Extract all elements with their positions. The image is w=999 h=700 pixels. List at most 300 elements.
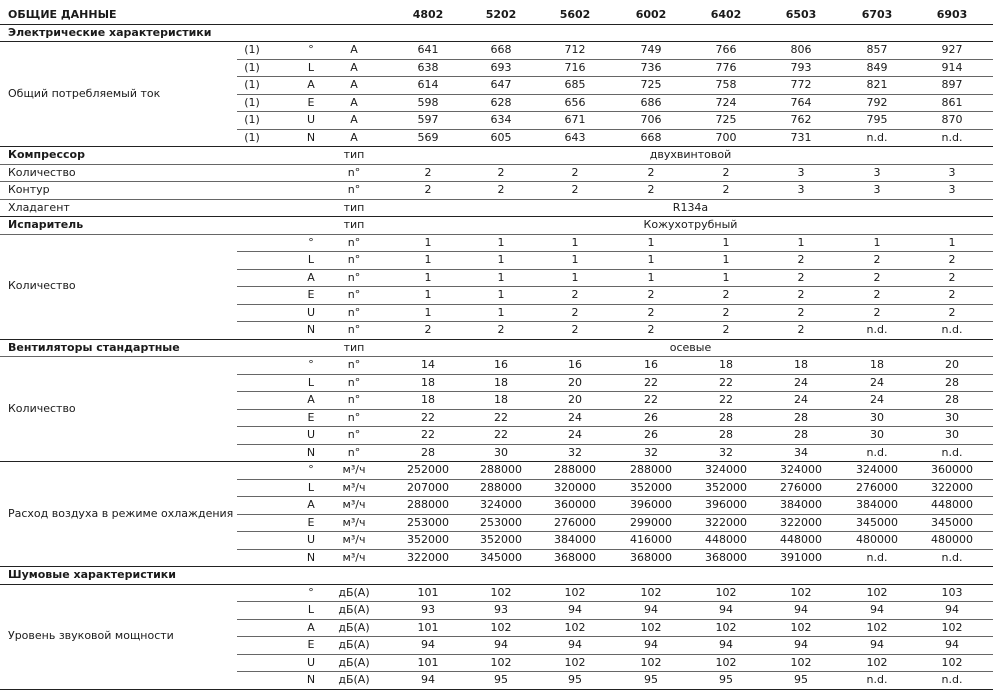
- value-cell: 764: [790, 95, 812, 109]
- value-cell: 94: [568, 603, 582, 616]
- value-cell: 16: [644, 358, 658, 371]
- data-row: [0, 269, 999, 287]
- value-cell: 849: [866, 60, 888, 74]
- model-header: 5602: [559, 8, 591, 21]
- value-cell: 2: [722, 165, 730, 179]
- value-cell: 102: [866, 585, 888, 599]
- value-cell: 724: [715, 95, 737, 109]
- data-row: [0, 671, 999, 689]
- value-cell: 18: [494, 393, 508, 406]
- data-row: [0, 601, 999, 619]
- value-cell: 758: [715, 78, 737, 91]
- value-cell: 1: [497, 305, 505, 319]
- value-cell: 102: [640, 655, 662, 669]
- value-cell: 102: [490, 655, 512, 669]
- variant-cell: °: [308, 585, 314, 599]
- value-cell: 22: [644, 393, 658, 406]
- value-cell: 322000: [407, 550, 449, 564]
- value-cell: 384000: [856, 498, 898, 511]
- value-cell: 102: [941, 620, 963, 634]
- data-row: [0, 409, 999, 427]
- value-cell: 22: [494, 410, 508, 424]
- unit-cell: дБ(A): [338, 638, 370, 651]
- value-cell: 3: [948, 165, 956, 179]
- data-row: [0, 461, 999, 479]
- group-label: Общий потребляемый ток: [8, 86, 161, 100]
- note-cell: (1): [244, 43, 260, 56]
- value-cell: 345000: [856, 515, 898, 529]
- data-row: [0, 286, 999, 304]
- value-cell: 30: [945, 428, 959, 441]
- value-cell: 598: [417, 95, 439, 109]
- value-cell: 731: [790, 130, 812, 144]
- value-cell: 22: [421, 428, 435, 441]
- data-row: [0, 426, 999, 444]
- unit-cell: м³/ч: [342, 463, 366, 476]
- value-cell: 795: [866, 113, 888, 126]
- value-cell: 1: [497, 288, 505, 301]
- value-cell: 102: [640, 585, 662, 599]
- section-header-row: [0, 216, 999, 234]
- value-cell: 102: [941, 655, 963, 669]
- value-cell: 647: [490, 78, 512, 91]
- section-header-row: [0, 24, 999, 42]
- value-cell: 352000: [480, 533, 522, 546]
- data-row: [0, 549, 999, 567]
- value-cell: 2: [797, 323, 805, 336]
- value-cell: 102: [490, 620, 512, 634]
- value-cell: 1: [647, 270, 655, 284]
- value-cell: 288000: [480, 463, 522, 476]
- data-row: [0, 234, 999, 252]
- value-cell: 324000: [856, 463, 898, 476]
- value-cell: 252000: [407, 463, 449, 476]
- value-cell: 448000: [780, 533, 822, 546]
- value-cell: 1: [424, 235, 432, 249]
- model-header: 6402: [710, 8, 742, 21]
- value-cell: 2: [722, 183, 730, 196]
- value-cell: 2: [948, 253, 956, 266]
- value-cell: 480000: [931, 533, 973, 546]
- unit-cell: м³/ч: [342, 480, 366, 494]
- value-cell: 102: [715, 655, 737, 669]
- value-cell: 1: [797, 235, 805, 249]
- value-cell: 30: [870, 410, 884, 424]
- value-cell: 30: [945, 410, 959, 424]
- value-cell: 391000: [780, 550, 822, 564]
- variant-cell: E: [307, 410, 315, 424]
- value-cell: 1: [497, 235, 505, 249]
- value-cell: 32: [568, 445, 582, 459]
- unit-cell: A: [350, 113, 358, 126]
- value-cell: 18: [794, 358, 808, 371]
- value-cell: 95: [494, 673, 508, 686]
- value-cell: 1: [424, 305, 432, 319]
- value-cell: 28: [794, 428, 808, 441]
- value-cell: 32: [644, 445, 658, 459]
- type-value: R134a: [672, 200, 709, 214]
- unit-cell: A: [350, 60, 358, 74]
- data-row: [0, 181, 999, 199]
- value-cell: 95: [644, 673, 658, 686]
- group-label: Количество: [8, 279, 76, 292]
- value-cell: 20: [568, 375, 582, 389]
- value-cell: 22: [644, 375, 658, 389]
- value-cell: 927: [941, 43, 963, 56]
- model-header: 6002: [635, 8, 667, 21]
- unit-cell: м³/ч: [342, 533, 366, 546]
- value-cell: 2: [647, 165, 655, 179]
- value-cell: 1: [424, 288, 432, 301]
- data-row: [0, 531, 999, 549]
- value-cell: 28: [719, 428, 733, 441]
- value-cell: 368000: [554, 550, 596, 564]
- value-cell: 2: [722, 323, 730, 336]
- value-cell: 101: [417, 585, 439, 599]
- unit-cell: n°: [347, 288, 361, 301]
- value-cell: 706: [640, 113, 662, 126]
- value-cell: 20: [568, 393, 582, 406]
- value-cell: 792: [866, 95, 888, 109]
- value-cell: 94: [568, 638, 582, 651]
- variant-cell: °: [308, 358, 314, 371]
- value-cell: 360000: [554, 498, 596, 511]
- value-cell: 857: [866, 43, 888, 56]
- value-cell: 725: [715, 113, 737, 126]
- value-cell: 712: [564, 43, 586, 56]
- type-value: Кожухотрубный: [643, 218, 738, 231]
- value-cell: 288000: [480, 480, 522, 494]
- section-header-row: [0, 146, 999, 164]
- value-cell: 24: [568, 428, 582, 441]
- value-cell: 94: [719, 638, 733, 651]
- value-cell: 716: [564, 60, 586, 74]
- value-cell: 1: [722, 253, 730, 266]
- value-cell: 2: [424, 165, 432, 179]
- variant-cell: U: [306, 305, 316, 319]
- variant-cell: A: [307, 78, 315, 91]
- variant-cell: E: [307, 638, 315, 651]
- row-label: Контур: [8, 183, 50, 196]
- value-cell: 693: [490, 60, 512, 74]
- value-cell: 101: [417, 620, 439, 634]
- variant-cell: L: [307, 603, 315, 616]
- value-cell: 2: [873, 270, 881, 284]
- value-cell: 102: [490, 585, 512, 599]
- data-row: [0, 129, 999, 147]
- value-cell: 668: [490, 43, 512, 56]
- section-title: Электрические характеристики: [8, 25, 212, 39]
- variant-cell: L: [307, 375, 315, 389]
- value-cell: n.d.: [941, 445, 963, 459]
- variant-cell: E: [307, 515, 315, 529]
- group-label: Расход воздуха в режиме охлаждения: [8, 506, 234, 520]
- value-cell: 2: [571, 183, 579, 196]
- value-cell: 94: [794, 603, 808, 616]
- value-cell: 352000: [630, 480, 672, 494]
- value-cell: 24: [794, 393, 808, 406]
- value-cell: 28: [945, 375, 959, 389]
- value-cell: 396000: [705, 498, 747, 511]
- data-row: [0, 199, 999, 217]
- model-header: 6903: [936, 8, 968, 21]
- data-row: [0, 111, 999, 129]
- value-cell: 3: [797, 183, 805, 196]
- value-cell: 322000: [705, 515, 747, 529]
- value-cell: 396000: [630, 498, 672, 511]
- value-cell: 22: [421, 410, 435, 424]
- unit-cell: дБ(A): [338, 620, 370, 634]
- value-cell: 32: [719, 445, 733, 459]
- value-cell: 480000: [856, 533, 898, 546]
- section-header-row: [0, 339, 999, 357]
- data-row: [0, 321, 999, 339]
- value-cell: 2: [571, 288, 579, 301]
- value-cell: 288000: [407, 498, 449, 511]
- value-cell: 102: [790, 655, 812, 669]
- value-cell: 2: [571, 305, 579, 319]
- value-cell: 2: [424, 183, 432, 196]
- value-cell: 656: [564, 95, 586, 109]
- value-cell: 322000: [931, 480, 973, 494]
- value-cell: 94: [794, 638, 808, 651]
- value-cell: 288000: [630, 463, 672, 476]
- value-cell: 2: [571, 323, 579, 336]
- row-label: Количество: [8, 165, 76, 179]
- value-cell: 3: [873, 165, 881, 179]
- value-cell: n.d.: [941, 673, 963, 686]
- variant-cell: A: [307, 498, 315, 511]
- value-cell: 2: [647, 183, 655, 196]
- value-cell: 634: [490, 113, 512, 126]
- unit-cell: тип: [343, 148, 365, 161]
- value-cell: 3: [948, 183, 956, 196]
- value-cell: n.d.: [866, 550, 888, 564]
- data-row: [0, 304, 999, 322]
- variant-cell: U: [306, 428, 316, 441]
- group-label: Количество: [8, 401, 76, 415]
- value-cell: 360000: [931, 463, 973, 476]
- value-cell: 3: [873, 183, 881, 196]
- unit-cell: A: [350, 43, 358, 56]
- value-cell: 2: [647, 305, 655, 319]
- group-label: Уровень звуковой мощности: [8, 629, 174, 642]
- value-cell: 95: [568, 673, 582, 686]
- value-cell: 28: [719, 410, 733, 424]
- variant-cell: E: [307, 288, 315, 301]
- value-cell: 416000: [630, 533, 672, 546]
- section-title: Вентиляторы стандартные: [8, 340, 180, 354]
- value-cell: 2: [722, 305, 730, 319]
- value-cell: 725: [640, 78, 662, 91]
- value-cell: 569: [417, 130, 439, 144]
- value-cell: 94: [644, 603, 658, 616]
- unit-cell: n°: [347, 393, 361, 406]
- value-cell: 22: [719, 393, 733, 406]
- value-cell: 102: [790, 585, 812, 599]
- variant-cell: A: [307, 270, 315, 284]
- value-cell: n.d.: [941, 130, 963, 144]
- value-cell: 384000: [780, 498, 822, 511]
- section-title: Компрессор: [8, 148, 85, 161]
- value-cell: 685: [564, 78, 586, 91]
- value-cell: 102: [866, 620, 888, 634]
- unit-cell: тип: [343, 200, 365, 214]
- unit-cell: n°: [347, 270, 361, 284]
- unit-cell: n°: [347, 445, 361, 459]
- value-cell: 2: [948, 305, 956, 319]
- value-cell: 24: [870, 375, 884, 389]
- variant-cell: N: [306, 130, 316, 144]
- value-cell: 2: [797, 253, 805, 266]
- value-cell: 2: [722, 288, 730, 301]
- value-cell: 93: [494, 603, 508, 616]
- variant-cell: U: [306, 533, 316, 546]
- variant-cell: L: [307, 60, 315, 74]
- value-cell: 448000: [705, 533, 747, 546]
- unit-cell: A: [350, 95, 358, 109]
- value-cell: 324000: [780, 463, 822, 476]
- variant-cell: A: [307, 393, 315, 406]
- model-header: 6503: [785, 8, 817, 21]
- value-cell: 1: [424, 270, 432, 284]
- note-cell: (1): [244, 95, 260, 109]
- value-cell: 345000: [931, 515, 973, 529]
- value-cell: 605: [490, 130, 512, 144]
- value-cell: 3: [797, 165, 805, 179]
- value-cell: 368000: [630, 550, 672, 564]
- value-cell: 1: [571, 270, 579, 284]
- value-cell: n.d.: [941, 550, 963, 564]
- value-cell: 914: [941, 60, 963, 74]
- data-row: [0, 59, 999, 77]
- value-cell: 18: [421, 375, 435, 389]
- value-cell: 20: [945, 358, 959, 371]
- variant-cell: L: [307, 480, 315, 494]
- value-cell: 34: [794, 445, 808, 459]
- unit-cell: n°: [347, 428, 361, 441]
- value-cell: 793: [790, 60, 812, 74]
- variant-cell: °: [308, 463, 314, 476]
- unit-cell: дБ(A): [338, 585, 370, 599]
- value-cell: 668: [640, 130, 662, 144]
- value-cell: 638: [417, 60, 439, 74]
- value-cell: 28: [421, 445, 435, 459]
- value-cell: 1: [647, 253, 655, 266]
- unit-cell: A: [350, 130, 358, 144]
- unit-cell: дБ(A): [338, 603, 370, 616]
- value-cell: 103: [941, 585, 963, 599]
- value-cell: 2: [647, 288, 655, 301]
- value-cell: 2: [424, 323, 432, 336]
- value-cell: 2: [647, 323, 655, 336]
- value-cell: 324000: [705, 463, 747, 476]
- variant-cell: U: [306, 655, 316, 669]
- value-cell: 1: [647, 235, 655, 249]
- value-cell: 766: [715, 43, 737, 56]
- unit-cell: n°: [347, 410, 361, 424]
- value-cell: 2: [797, 270, 805, 284]
- value-cell: n.d.: [866, 673, 888, 686]
- table-title: ОБЩИЕ ДАННЫЕ: [8, 8, 117, 21]
- section-title: Шумовые характеристики: [8, 568, 176, 581]
- value-cell: 641: [417, 43, 439, 56]
- value-cell: 614: [417, 78, 439, 91]
- data-row: [0, 444, 999, 462]
- unit-cell: м³/ч: [342, 498, 366, 511]
- value-cell: 320000: [554, 480, 596, 494]
- unit-cell: n°: [347, 305, 361, 319]
- value-cell: 94: [870, 638, 884, 651]
- value-cell: 2: [571, 165, 579, 179]
- value-cell: 821: [866, 78, 888, 91]
- value-cell: 94: [870, 603, 884, 616]
- unit-cell: тип: [343, 340, 365, 354]
- note-cell: (1): [244, 130, 260, 144]
- value-cell: 94: [945, 638, 959, 651]
- value-cell: 28: [794, 410, 808, 424]
- value-cell: 94: [644, 638, 658, 651]
- value-cell: 94: [719, 603, 733, 616]
- variant-cell: N: [306, 673, 316, 686]
- variant-cell: N: [306, 323, 316, 336]
- value-cell: 26: [644, 410, 658, 424]
- value-cell: 2: [497, 183, 505, 196]
- value-cell: 22: [719, 375, 733, 389]
- unit-cell: дБ(A): [338, 673, 370, 686]
- value-cell: 102: [640, 620, 662, 634]
- value-cell: 30: [494, 445, 508, 459]
- value-cell: n.d.: [866, 130, 888, 144]
- variant-cell: L: [307, 253, 315, 266]
- model-header: 6703: [861, 8, 893, 21]
- row-label: Хладагент: [8, 200, 70, 214]
- value-cell: 207000: [407, 480, 449, 494]
- variant-cell: °: [308, 235, 314, 249]
- variant-cell: N: [306, 445, 316, 459]
- value-cell: 102: [715, 585, 737, 599]
- data-row: [0, 251, 999, 269]
- unit-cell: тип: [343, 218, 365, 231]
- data-row: [0, 654, 999, 672]
- note-cell: (1): [244, 113, 260, 126]
- value-cell: 94: [421, 673, 435, 686]
- value-cell: 288000: [554, 463, 596, 476]
- value-cell: 368000: [705, 550, 747, 564]
- type-value: осевые: [669, 340, 712, 354]
- value-cell: 776: [715, 60, 737, 74]
- value-cell: 352000: [705, 480, 747, 494]
- variant-cell: E: [307, 95, 315, 109]
- value-cell: 30: [870, 428, 884, 441]
- value-cell: 2: [948, 270, 956, 284]
- value-cell: 749: [640, 43, 662, 56]
- unit-cell: дБ(A): [338, 655, 370, 669]
- value-cell: 1: [497, 253, 505, 266]
- value-cell: 1: [497, 270, 505, 284]
- value-cell: n.d.: [866, 445, 888, 459]
- value-cell: 18: [870, 358, 884, 371]
- value-cell: 253000: [480, 515, 522, 529]
- unit-cell: A: [350, 78, 358, 91]
- value-cell: 1: [948, 235, 956, 249]
- unit-cell: n°: [347, 165, 361, 179]
- value-cell: 671: [564, 113, 586, 126]
- value-cell: 95: [794, 673, 808, 686]
- value-cell: 448000: [931, 498, 973, 511]
- value-cell: 95: [719, 673, 733, 686]
- value-cell: 102: [790, 620, 812, 634]
